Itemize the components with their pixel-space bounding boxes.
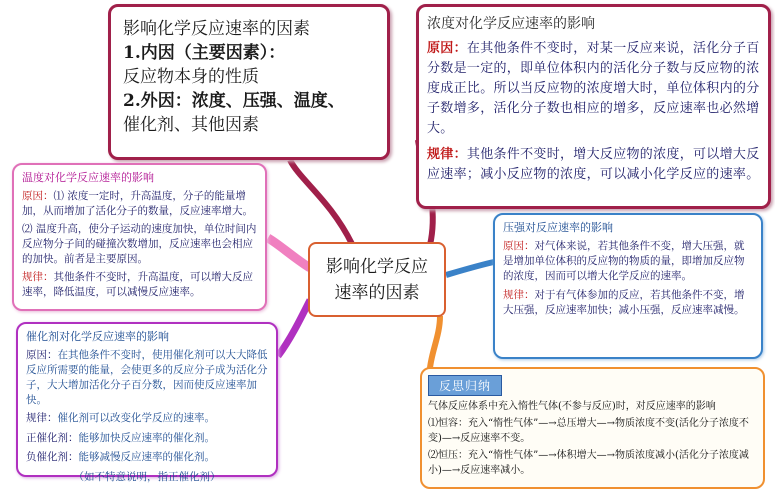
branch-to-factors bbox=[290, 160, 352, 244]
branch-to-pressure bbox=[446, 262, 494, 275]
negative-text: 能够减慢反应速率的催化剂。 bbox=[78, 451, 215, 463]
reflection-intro: 气体反应体系中充入惰性气体(不参与反应)时，对反应速率的影响 bbox=[428, 401, 716, 412]
reflection-box bbox=[420, 367, 765, 489]
reflection-tag: 反思归纳 bbox=[428, 375, 502, 396]
catalyst-note: （如不特意说明，指正催化剂） bbox=[73, 471, 221, 483]
rule-key: 规律： bbox=[503, 289, 535, 301]
positive-key: 正催化剂： bbox=[26, 432, 79, 444]
catalyst-box bbox=[16, 322, 278, 483]
reason-key: 原因： bbox=[427, 41, 467, 56]
catalyst-rule bbox=[26, 411, 268, 426]
rule-text: 其他条件不变时，升高温度，可以增大反应速率，降低温度，可以减慢反应速率。 bbox=[22, 271, 253, 298]
rule-key: 规律： bbox=[26, 412, 58, 424]
pressure-reason bbox=[503, 239, 753, 284]
pressure-box bbox=[493, 213, 763, 359]
concentration-rule bbox=[427, 145, 760, 185]
reason-text: 在其他条件不变时，使用催化剂可以大大降低反应所需要的能量，会使更多的反应分子成为活化分子，大大增加活化分子百分数，因而使反应速率加快。 bbox=[26, 349, 268, 406]
branch-to-reflection bbox=[430, 316, 440, 368]
rule-text: 对于有气体参加的反应，若其他条件不变，增大压强，反应速率加快；减小压强，反应速率减慢。 bbox=[503, 289, 745, 316]
internal-factor-label: 1.内因（主要因素）： bbox=[123, 43, 286, 63]
rule-key: 规律： bbox=[427, 147, 467, 162]
pressure-rule bbox=[503, 288, 753, 318]
pressure-title: 压强对反应速率的影响 bbox=[503, 221, 613, 234]
catalyst-reason bbox=[26, 348, 268, 408]
reason-text-1: ⑴ 浓度一定时，升高温度，分子的能量增加，从而增加了活化分子的数量，反应速率增大。 bbox=[22, 190, 253, 217]
internal-factor-text: 反应物本身的性质 bbox=[123, 67, 259, 87]
negative-key: 负催化剂： bbox=[26, 451, 79, 463]
reason-text: 在其他条件不变时，对某一反应来说，活化分子百分数是一定的，即单位体积内的活化分子数与反应物的浓度成正比。所以当反应物的浓度增大时，单位体积内的分子数增多，活化分子数也相应的增多，反应速率也必然增大。 bbox=[427, 41, 760, 136]
external-factor-label: 2.外因：浓度、压强、温度、 bbox=[123, 91, 345, 111]
rule-key: 规律： bbox=[22, 271, 54, 283]
concentration-reason bbox=[427, 39, 760, 139]
central-topic-line-2: 速率的因素 bbox=[334, 282, 420, 303]
positive-text: 能够加快反应速率的催化剂。 bbox=[78, 432, 215, 444]
branch-to-temperature bbox=[268, 238, 310, 268]
concentration-title: 浓度对化学反应速率的影响 bbox=[427, 16, 595, 32]
central-topic bbox=[308, 242, 446, 317]
reason-key: 原因： bbox=[22, 190, 54, 202]
reason-key: 原因： bbox=[503, 240, 535, 252]
temperature-rule bbox=[22, 270, 257, 300]
rule-text: 其他条件不变时，增大反应物的浓度，可以增大反应速率；减小反应物的浓度，可以减小化学反应的速率。 bbox=[427, 147, 760, 182]
branch-to-catalyst bbox=[278, 300, 310, 356]
reason-key: 原因： bbox=[26, 349, 58, 361]
catalyst-title: 催化剂对化学反应速率的影响 bbox=[26, 330, 169, 343]
factors-box bbox=[108, 4, 390, 160]
factors-title: 影响化学反应速率的因素 bbox=[123, 19, 310, 39]
temperature-reason-2: ⑵ 温度升高，使分子运动的速度加快，单位时间内反应物分子间的碰撞次数增加，反应速率也会相应的加快。前者是主要原因。 bbox=[22, 223, 257, 265]
temperature-reason-1 bbox=[22, 189, 257, 219]
temperature-box bbox=[12, 163, 267, 311]
reflection-item-1: ⑴恒容：充入“惰性气体”—→总压增大—→物质浓度不变(活化分子浓度不变)—→反应速率不变。 bbox=[428, 418, 749, 444]
external-factor-text: 催化剂、其他因素 bbox=[123, 115, 259, 135]
positive-catalyst bbox=[26, 431, 268, 446]
reason-text: 对气体来说，若其他条件不变，增大压强，就是增加单位体积的反应物的物质的量，即增加反应物的浓度，因而可以增大化学反应的速率。 bbox=[503, 240, 745, 282]
concentration-box bbox=[416, 4, 771, 209]
reflection-item-2: ⑵恒压：充入“惰性气体”—→体积增大—→物质浓度减小(活化分子浓度减小)—→反应速率减小。 bbox=[428, 450, 749, 476]
central-topic-line-1: 影响化学反应 bbox=[326, 256, 428, 277]
rule-text: 催化剂可以改变化学反应的速率。 bbox=[57, 412, 215, 424]
negative-catalyst bbox=[26, 450, 268, 465]
temperature-title: 温度对化学反应速率的影响 bbox=[22, 171, 154, 184]
